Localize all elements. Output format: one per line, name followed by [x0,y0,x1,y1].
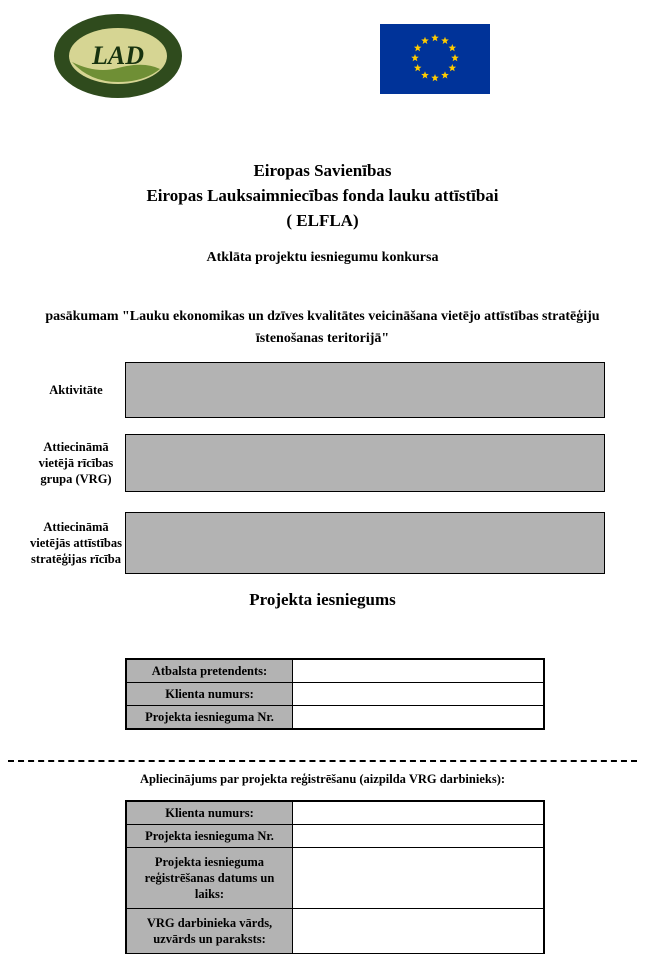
table-row [126,683,544,706]
title-line-2: Eiropas Lauksaimniecības fonda lauku attīstībai [146,186,499,205]
row-label: Projekta iesnieguma reģistrēšanas datums un laiks: [126,848,293,909]
field-label-aktivitate: Aktivitāte [49,383,103,397]
lad-logo-text: LAD [92,41,144,70]
field-input-vrg[interactable] [125,434,605,492]
field-row-strategijas-riciba [30,512,605,574]
row-value[interactable] [293,683,545,706]
lad-logo [52,12,184,100]
field-row-aktivitate [30,362,605,418]
section-heading: Projekta iesniegums [249,590,396,609]
row-value[interactable] [293,706,545,730]
lad-logo-graphic [52,12,184,100]
eu-flag-graphic [380,24,490,94]
row-value[interactable] [293,659,545,683]
field-input-aktivitate[interactable] [125,362,605,418]
document-title [0,158,645,233]
row-value[interactable] [293,801,545,825]
table-row [126,706,544,730]
table-row [126,801,544,825]
row-label: Projekta iesnieguma Nr. [126,706,293,730]
table-row [126,848,544,909]
row-label: Atbalsta pretendents: [126,659,293,683]
row-value[interactable] [293,848,545,909]
field-row-vrg [30,434,605,492]
row-label: VRG darbinieka vārds, uzvārds un paraksts: [126,909,293,954]
table-row [126,825,544,848]
field-label-vrg: Attiecināmā vietējā rīcības grupa (VRG) [38,440,114,486]
field-input-strategijas-riciba[interactable] [125,512,605,574]
field-section [30,362,605,590]
field-label-strategijas-riciba: Attiecināmā vietējās attīstības stratēģijas rīcība [30,520,122,566]
table-row [126,659,544,683]
document-subtitle: Atklāta projektu iesniegumu konkursa [206,250,439,265]
measure-text: pasākumam "Lauku ekonomikas un dzīves kvalitātes veicināšana vietējo attīstības stratēģiju īstenošanas teritorijā" [45,309,600,346]
eu-flag-icon [380,24,490,94]
row-value[interactable] [293,825,545,848]
table-row [126,909,544,954]
applicant-table [125,658,545,730]
title-line-3: ( ELFLA) [286,211,359,230]
title-line-1: Eiropas Savienības [253,161,392,180]
row-label: Klienta numurs: [126,801,293,825]
row-label: Klienta numurs: [126,683,293,706]
registration-table [125,800,545,954]
row-value[interactable] [293,909,545,954]
row-label: Projekta iesnieguma Nr. [126,825,293,848]
dashed-divider [8,760,637,762]
confirmation-heading: Apliecinājums par projekta reģistrēšanu (aizpilda VRG darbinieks): [139,772,506,786]
